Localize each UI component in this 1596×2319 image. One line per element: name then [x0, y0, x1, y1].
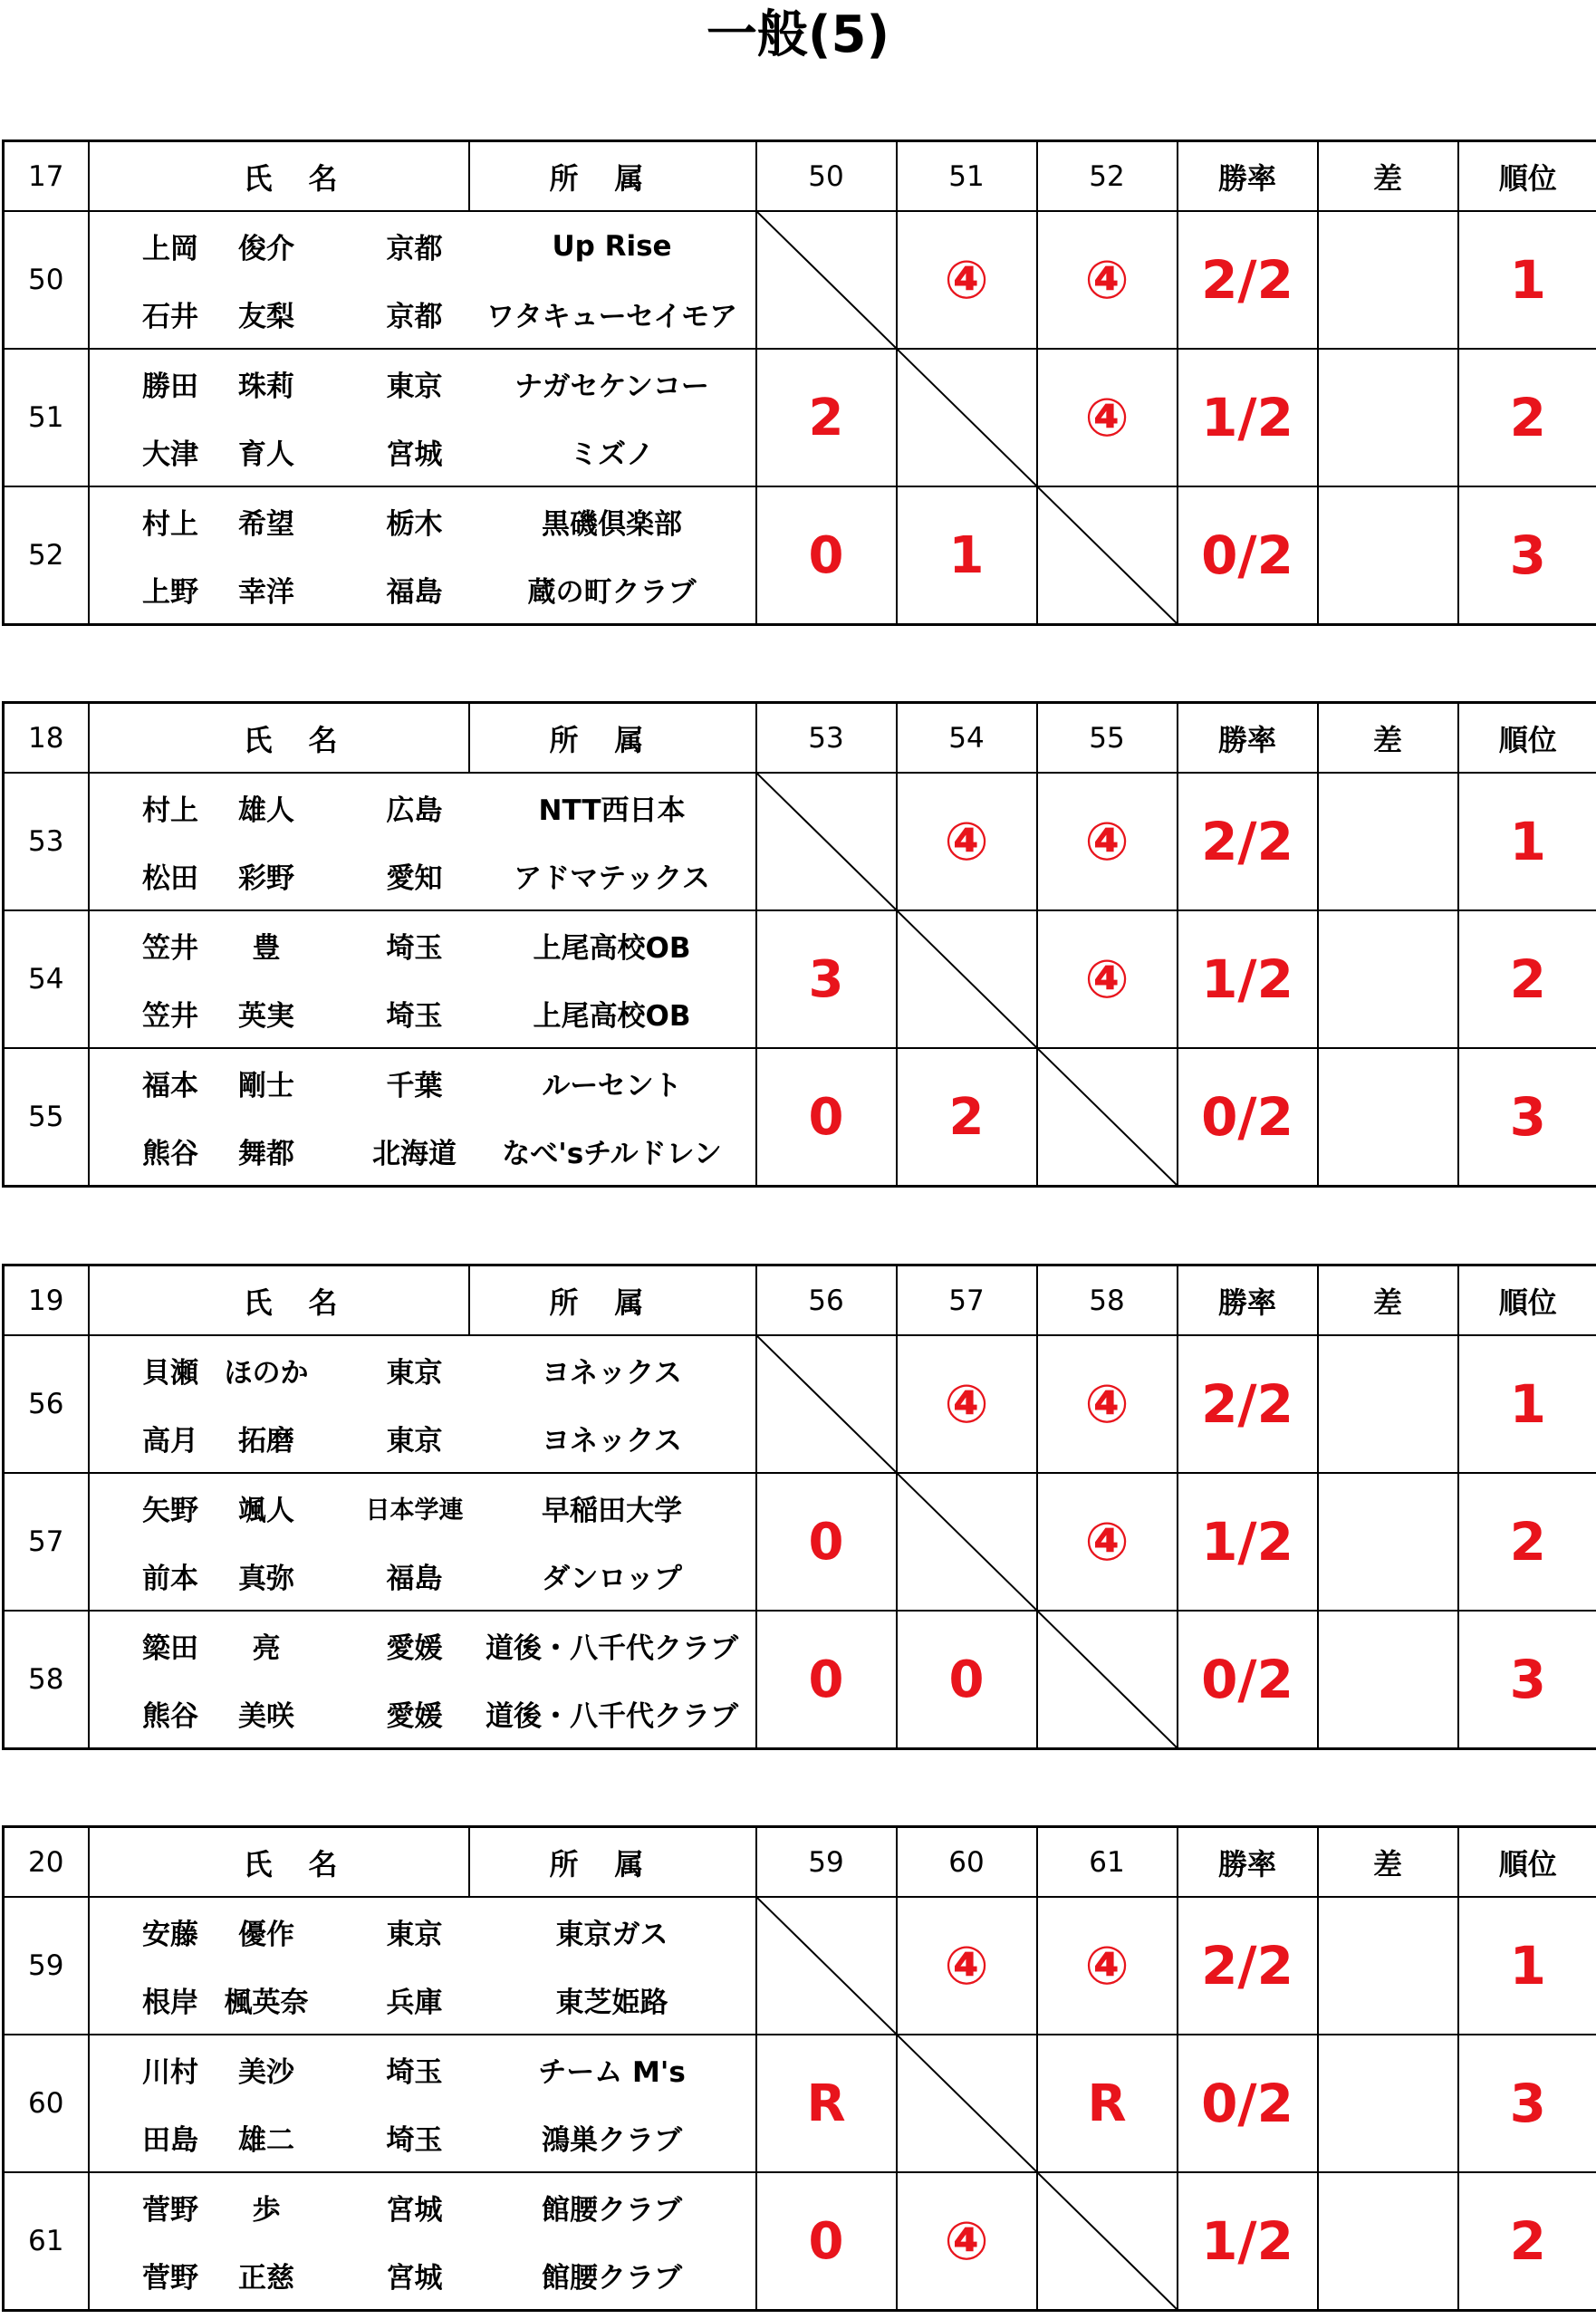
rank: 1: [1458, 773, 1596, 910]
affiliation: ミズノ: [469, 418, 756, 486]
player-row: [4, 1611, 1596, 1679]
given-name: 珠莉: [238, 370, 294, 403]
player-name: [89, 2103, 361, 2172]
match-result: 3: [756, 910, 897, 1048]
point-diff: [1318, 1048, 1458, 1187]
affiliation: ナガセケンコー: [469, 349, 756, 418]
header-match-id: 52: [1037, 141, 1178, 212]
prefecture: 京都: [361, 280, 469, 349]
group-number: 19: [4, 1265, 89, 1336]
given-name: 彩野: [238, 862, 294, 895]
prefecture: 京都: [361, 211, 469, 280]
header-win-rate: 勝率: [1178, 703, 1318, 774]
given-name: 英実: [238, 1000, 294, 1033]
header-rank: 順位: [1458, 1827, 1596, 1898]
prefecture: 宮城: [361, 2172, 469, 2241]
match-result: 0: [756, 486, 897, 625]
rank: 1: [1458, 1897, 1596, 2035]
point-diff: [1318, 1335, 1458, 1473]
player-name: [89, 280, 361, 349]
given-name: 颯人: [238, 1495, 294, 1527]
header-match-id: 56: [756, 1265, 897, 1336]
given-name: 歩: [252, 2194, 281, 2227]
affiliation: ヨネックス: [469, 1404, 756, 1473]
group-table-18: [2, 701, 1596, 1188]
prefecture: 福島: [361, 1542, 469, 1611]
pair-id: 54: [4, 910, 89, 1048]
pair-id: 51: [4, 349, 89, 486]
affiliation: ダンロップ: [469, 1542, 756, 1611]
prefecture: 愛知: [361, 842, 469, 910]
affiliation: ヨネックス: [469, 1335, 756, 1404]
given-name: 拓磨: [238, 1425, 294, 1458]
rank: 2: [1458, 2172, 1596, 2311]
affiliation: NTT西日本: [469, 773, 756, 842]
player-name: [89, 555, 361, 625]
group-table-20: [2, 1825, 1596, 2312]
given-name: 楓英奈: [224, 1987, 309, 2019]
prefecture: 埼玉: [361, 910, 469, 979]
header-diff: 差: [1318, 1265, 1458, 1336]
given-name: 豊: [252, 932, 281, 965]
given-name: 剛士: [238, 1070, 294, 1102]
family-name: 菅野: [142, 2194, 198, 2227]
self-match-diagonal: [1037, 2172, 1178, 2311]
header-name: 氏名: [89, 141, 469, 212]
pair-id: 50: [4, 211, 89, 349]
given-name: 友梨: [238, 301, 294, 333]
player-name: [89, 2035, 361, 2103]
affiliation: 道後・八千代クラブ: [469, 1611, 756, 1679]
group-number: 17: [4, 141, 89, 212]
given-name: ほのか: [224, 1357, 309, 1390]
affiliation: 東京ガス: [469, 1897, 756, 1966]
win-rate: 0/2: [1178, 486, 1318, 625]
prefecture: 福島: [361, 555, 469, 625]
given-name: 幸洋: [238, 576, 294, 609]
prefecture: 宮城: [361, 2241, 469, 2311]
family-name: 勝田: [142, 370, 198, 403]
match-result: 1: [897, 486, 1037, 625]
given-name: 美沙: [238, 2056, 294, 2089]
player-row: [4, 773, 1596, 842]
player-name: [89, 1473, 361, 1542]
rank: 3: [1458, 1048, 1596, 1187]
win-rate: 0/2: [1178, 1048, 1318, 1187]
win-rate: 1/2: [1178, 2172, 1318, 2311]
family-name: 高月: [142, 1425, 198, 1458]
player-row: [4, 1897, 1596, 1966]
prefecture: 愛媛: [361, 1679, 469, 1749]
affiliation: チーム M's: [469, 2035, 756, 2103]
group-table-19: [2, 1264, 1596, 1750]
player-name: [89, 418, 361, 486]
pair-id: 57: [4, 1473, 89, 1611]
player-row: [4, 2035, 1596, 2103]
win-rate: 1/2: [1178, 1473, 1318, 1611]
family-name: 田島: [142, 2124, 198, 2157]
match-result: ④: [1037, 910, 1178, 1048]
pair-id: 56: [4, 1335, 89, 1473]
win-rate: 2/2: [1178, 211, 1318, 349]
header-name: 氏名: [89, 703, 469, 774]
point-diff: [1318, 2035, 1458, 2172]
family-name: 貝瀬: [142, 1357, 198, 1390]
player-name: [89, 1897, 361, 1966]
prefecture: 千葉: [361, 1048, 469, 1117]
match-result: ④: [1037, 1335, 1178, 1473]
player-name: [89, 1542, 361, 1611]
point-diff: [1318, 773, 1458, 910]
match-result: R: [756, 2035, 897, 2172]
match-result: 2: [897, 1048, 1037, 1187]
point-diff: [1318, 1611, 1458, 1749]
self-match-diagonal: [756, 1897, 897, 2035]
player-name: [89, 773, 361, 842]
match-result: ④: [1037, 211, 1178, 349]
affiliation: Up Rise: [469, 211, 756, 280]
player-name: [89, 1404, 361, 1473]
header-diff: 差: [1318, 703, 1458, 774]
family-name: 熊谷: [142, 1138, 198, 1170]
family-name: 根岸: [142, 1987, 198, 2019]
match-result: ④: [1037, 773, 1178, 910]
header-match-id: 57: [897, 1265, 1037, 1336]
header-match-id: 59: [756, 1827, 897, 1898]
win-rate: 2/2: [1178, 773, 1318, 910]
match-result: ④: [897, 773, 1037, 910]
match-result: ④: [1037, 1473, 1178, 1611]
pair-id: 52: [4, 486, 89, 625]
header-rank: 順位: [1458, 141, 1596, 212]
given-name: 舞都: [238, 1138, 294, 1170]
rank: 3: [1458, 1611, 1596, 1749]
win-rate: 0/2: [1178, 2035, 1318, 2172]
group-number: 20: [4, 1827, 89, 1898]
family-name: 簗田: [142, 1632, 198, 1665]
rank: 1: [1458, 1335, 1596, 1473]
family-name: 石井: [142, 301, 198, 333]
given-name: 雄二: [238, 2124, 294, 2157]
match-result: ④: [897, 1897, 1037, 2035]
given-name: 俊介: [238, 233, 294, 265]
prefecture: 埼玉: [361, 2103, 469, 2172]
affiliation: 上尾高校OB: [469, 910, 756, 979]
player-row: [4, 211, 1596, 280]
affiliation: 上尾高校OB: [469, 979, 756, 1048]
family-name: 笠井: [142, 1000, 198, 1033]
self-match-diagonal: [897, 2035, 1037, 2172]
family-name: 上岡: [142, 233, 198, 265]
win-rate: 1/2: [1178, 349, 1318, 486]
prefecture: 日本学連: [361, 1473, 469, 1542]
point-diff: [1318, 1473, 1458, 1611]
self-match-diagonal: [1037, 1611, 1178, 1749]
player-name: [89, 979, 361, 1048]
family-name: 笠井: [142, 932, 198, 965]
header-match-id: 53: [756, 703, 897, 774]
affiliation: 鴻巣クラブ: [469, 2103, 756, 2172]
point-diff: [1318, 910, 1458, 1048]
prefecture: 広島: [361, 773, 469, 842]
affiliation: ワタキューセイモア: [469, 280, 756, 349]
header-name: 氏名: [89, 1827, 469, 1898]
win-rate: 2/2: [1178, 1335, 1318, 1473]
affiliation: 道後・八千代クラブ: [469, 1679, 756, 1749]
player-row: [4, 910, 1596, 979]
affiliation: ルーセント: [469, 1048, 756, 1117]
affiliation: 館腰クラブ: [469, 2172, 756, 2241]
prefecture: 東京: [361, 1897, 469, 1966]
header-win-rate: 勝率: [1178, 1265, 1318, 1336]
pair-id: 55: [4, 1048, 89, 1187]
pair-id: 58: [4, 1611, 89, 1749]
prefecture: 東京: [361, 1335, 469, 1404]
match-result: ④: [1037, 1897, 1178, 2035]
player-name: [89, 486, 361, 555]
family-name: 矢野: [142, 1495, 198, 1527]
self-match-diagonal: [1037, 486, 1178, 625]
match-result: 2: [756, 349, 897, 486]
player-name: [89, 910, 361, 979]
given-name: 亮: [252, 1632, 281, 1665]
given-name: 真弥: [238, 1563, 294, 1595]
player-row: [4, 1048, 1596, 1117]
player-row: [4, 2172, 1596, 2241]
rank: 3: [1458, 2035, 1596, 2172]
match-result: ④: [897, 2172, 1037, 2311]
rank: 2: [1458, 349, 1596, 486]
self-match-diagonal: [897, 1473, 1037, 1611]
player-name: [89, 1048, 361, 1117]
header-diff: 差: [1318, 141, 1458, 212]
family-name: 大津: [142, 438, 198, 471]
family-name: 福本: [142, 1070, 198, 1102]
prefecture: 東京: [361, 349, 469, 418]
pair-id: 60: [4, 2035, 89, 2172]
player-name: [89, 842, 361, 910]
family-name: 菅野: [142, 2262, 198, 2295]
player-row: [4, 349, 1596, 418]
match-result: 0: [756, 1048, 897, 1187]
point-diff: [1318, 211, 1458, 349]
affiliation: なべ'sチルドレン: [469, 1117, 756, 1187]
header-match-id: 54: [897, 703, 1037, 774]
rank: 2: [1458, 910, 1596, 1048]
match-result: R: [1037, 2035, 1178, 2172]
player-name: [89, 1335, 361, 1404]
match-result: 0: [756, 1473, 897, 1611]
header-diff: 差: [1318, 1827, 1458, 1898]
match-result: 0: [756, 1611, 897, 1749]
given-name: 美咲: [238, 1700, 294, 1733]
point-diff: [1318, 349, 1458, 486]
given-name: 雄人: [238, 794, 294, 827]
header-match-id: 51: [897, 141, 1037, 212]
family-name: 前本: [142, 1563, 198, 1595]
affiliation: 早稲田大学: [469, 1473, 756, 1542]
given-name: 正慈: [238, 2262, 294, 2295]
self-match-diagonal: [756, 773, 897, 910]
header-affiliation: 所属: [469, 703, 756, 774]
header-rank: 順位: [1458, 703, 1596, 774]
self-match-diagonal: [897, 349, 1037, 486]
match-result: 0: [756, 2172, 897, 2311]
header-rank: 順位: [1458, 1265, 1596, 1336]
player-row: [4, 1335, 1596, 1404]
affiliation: 黒磯倶楽部: [469, 486, 756, 555]
pair-id: 61: [4, 2172, 89, 2311]
page-title: 一般(5): [706, 5, 890, 64]
header-name: 氏名: [89, 1265, 469, 1336]
family-name: 安藤: [142, 1919, 198, 1951]
prefecture: 埼玉: [361, 979, 469, 1048]
player-name: [89, 1117, 361, 1187]
family-name: 松田: [142, 862, 198, 895]
prefecture: 埼玉: [361, 2035, 469, 2103]
win-rate: 2/2: [1178, 1897, 1318, 2035]
player-name: [89, 349, 361, 418]
player-row: [4, 486, 1596, 555]
prefecture: 宮城: [361, 418, 469, 486]
self-match-diagonal: [1037, 1048, 1178, 1187]
self-match-diagonal: [756, 1335, 897, 1473]
point-diff: [1318, 2172, 1458, 2311]
header-match-id: 50: [756, 141, 897, 212]
given-name: 優作: [238, 1919, 294, 1951]
player-row: [4, 1473, 1596, 1542]
header-affiliation: 所属: [469, 141, 756, 212]
given-name: 育人: [238, 438, 294, 471]
win-rate: 1/2: [1178, 910, 1318, 1048]
header-affiliation: 所属: [469, 1827, 756, 1898]
group-number: 18: [4, 703, 89, 774]
self-match-diagonal: [756, 211, 897, 349]
header-match-id: 60: [897, 1827, 1037, 1898]
group-table-17: [2, 140, 1596, 626]
affiliation: 東芝姫路: [469, 1966, 756, 2035]
prefecture: 栃木: [361, 486, 469, 555]
match-result: ④: [897, 211, 1037, 349]
prefecture: 兵庫: [361, 1966, 469, 2035]
point-diff: [1318, 486, 1458, 625]
family-name: 熊谷: [142, 1700, 198, 1733]
header-match-id: 55: [1037, 703, 1178, 774]
player-name: [89, 1679, 361, 1749]
player-name: [89, 2241, 361, 2311]
prefecture: 北海道: [361, 1117, 469, 1187]
player-name: [89, 1611, 361, 1679]
family-name: 村上: [142, 794, 198, 827]
affiliation: 館腰クラブ: [469, 2241, 756, 2311]
header-affiliation: 所属: [469, 1265, 756, 1336]
family-name: 村上: [142, 508, 198, 541]
player-name: [89, 211, 361, 280]
win-rate: 0/2: [1178, 1611, 1318, 1749]
match-result: ④: [1037, 349, 1178, 486]
family-name: 川村: [142, 2056, 198, 2089]
player-name: [89, 1966, 361, 2035]
match-result: ④: [897, 1335, 1037, 1473]
given-name: 希望: [238, 508, 294, 541]
player-name: [89, 2172, 361, 2241]
family-name: 上野: [142, 576, 198, 609]
point-diff: [1318, 1897, 1458, 2035]
self-match-diagonal: [897, 910, 1037, 1048]
pair-id: 59: [4, 1897, 89, 2035]
match-result: 0: [897, 1611, 1037, 1749]
prefecture: 東京: [361, 1404, 469, 1473]
header-match-id: 58: [1037, 1265, 1178, 1336]
header-match-id: 61: [1037, 1827, 1178, 1898]
affiliation: アドマテックス: [469, 842, 756, 910]
prefecture: 愛媛: [361, 1611, 469, 1679]
rank: 3: [1458, 486, 1596, 625]
affiliation: 蔵の町クラブ: [469, 555, 756, 625]
pair-id: 53: [4, 773, 89, 910]
header-win-rate: 勝率: [1178, 1827, 1318, 1898]
rank: 2: [1458, 1473, 1596, 1611]
rank: 1: [1458, 211, 1596, 349]
header-win-rate: 勝率: [1178, 141, 1318, 212]
